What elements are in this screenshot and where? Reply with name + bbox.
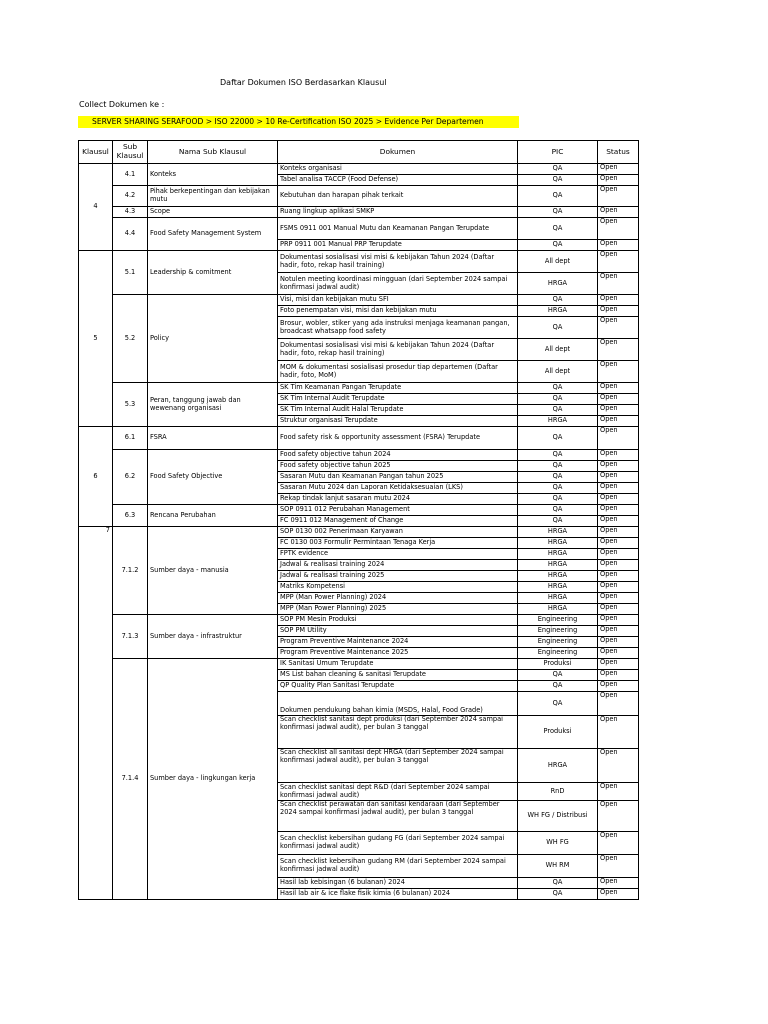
pic-cell: QA [518, 295, 598, 306]
pic-cell: HRGA [518, 416, 598, 427]
document-cell: Konteks organisasi [278, 164, 518, 175]
document-cell: MPP (Man Power Planning) 2025 [278, 604, 518, 615]
pic-cell: QA [518, 681, 598, 692]
column-header: Dokumen [278, 141, 518, 164]
document-cell: Foto penempatan visi, misi dan kebijakan mutu [278, 306, 518, 317]
sub-klausul-cell: 5.2 [113, 295, 148, 383]
collect-label: Collect Dokumen ke : [79, 100, 165, 109]
status-cell: Open [598, 593, 639, 604]
table-row [79, 218, 639, 240]
sub-klausul-cell: 6.1 [113, 427, 148, 450]
pic-cell: QA [518, 889, 598, 900]
status-cell: Open [598, 637, 639, 648]
pic-cell: WH FG [518, 832, 598, 855]
table-row [79, 427, 639, 450]
status-cell: Open [598, 538, 639, 549]
status-cell: Open [598, 472, 639, 483]
document-cell: Program Preventive Maintenance 2024 [278, 637, 518, 648]
document-cell: IK Sanitasi Umum Terupdate [278, 659, 518, 670]
pic-cell: HRGA [518, 306, 598, 317]
pic-cell: QA [518, 494, 598, 505]
status-cell: Open [598, 175, 639, 186]
pic-cell: HRGA [518, 749, 598, 783]
sub-klausul-name-cell: Konteks [148, 164, 278, 186]
table-row [79, 251, 639, 273]
sub-klausul-name-cell: Leadership & comitment [148, 251, 278, 295]
document-table [78, 140, 639, 900]
status-cell: Open [598, 749, 639, 783]
sub-klausul-cell: 6.2 [113, 450, 148, 505]
status-cell: Open [598, 273, 639, 295]
status-cell: Open [598, 295, 639, 306]
document-title: Daftar Dokumen ISO Berdasarkan Klausul [220, 78, 387, 87]
document-cell: Food safety objective tahun 2024 [278, 450, 518, 461]
status-cell: Open [598, 604, 639, 615]
status-cell: Open [598, 383, 639, 394]
sub-klausul-cell: 7.1.3 [113, 615, 148, 659]
document-cell: SOP PM Utility [278, 626, 518, 637]
pic-cell: HRGA [518, 527, 598, 538]
column-header: Nama Sub Klausul [148, 141, 278, 164]
pic-cell: HRGA [518, 538, 598, 549]
document-cell: Jadwal & realisasi training 2024 [278, 560, 518, 571]
table-row [79, 527, 639, 538]
status-cell: Open [598, 783, 639, 801]
klausul-cell: 4 [79, 164, 113, 251]
status-cell: Open [598, 317, 639, 339]
sub-klausul-cell: 4.4 [113, 218, 148, 251]
sub-klausul-name-cell: Pihak berkepentingan dan kebijakan mutu [148, 186, 278, 207]
klausul-cell: 7 [79, 527, 113, 900]
status-cell: Open [598, 306, 639, 317]
document-cell: Tabel analisa TACCP (Food Defense) [278, 175, 518, 186]
document-cell: Scan checklist perawatan dan sanitasi kendaraan (dari September 2024 sampai konfirmasi jadwal audit), per bulan 3 tanggal [278, 801, 518, 832]
status-cell: Open [598, 405, 639, 416]
status-cell: Open [598, 615, 639, 626]
status-cell: Open [598, 483, 639, 494]
klausul-cell: 5 [79, 251, 113, 427]
status-cell: Open [598, 527, 639, 538]
column-header: Status [598, 141, 639, 164]
status-cell: Open [598, 207, 639, 218]
status-cell: Open [598, 626, 639, 637]
pic-cell: Produksi [518, 716, 598, 749]
sub-klausul-name-cell: Peran, tanggung jawab dan wewenang organisasi [148, 383, 278, 427]
document-cell: Scan checklist all sanitasi dept HRGA (dari September 2024 sampai konfirmasi jadwal audit), per bulan 3 tanggal [278, 749, 518, 783]
status-cell: Open [598, 692, 639, 716]
document-cell: Dokumen pendukung bahan kimia (MSDS, Halal, Food Grade) [278, 692, 518, 716]
pic-cell: QA [518, 405, 598, 416]
sub-klausul-cell: 7.1.4 [113, 659, 148, 900]
document-cell: SOP 0911 012 Perubahan Management [278, 505, 518, 516]
pic-cell: QA [518, 164, 598, 175]
document-cell: SK Tim Internal Audit Terupdate [278, 394, 518, 405]
sub-klausul-cell: 7.1.2 [113, 527, 148, 615]
document-cell: Rekap tindak lanjut sasaran mutu 2024 [278, 494, 518, 505]
sub-klausul-name-cell: Sumber daya - infrastruktur [148, 615, 278, 659]
pic-cell: QA [518, 450, 598, 461]
status-cell: Open [598, 571, 639, 582]
pic-cell: Produksi [518, 659, 598, 670]
status-cell: Open [598, 560, 639, 571]
sub-klausul-name-cell: Scope [148, 207, 278, 218]
status-cell: Open [598, 855, 639, 878]
pic-cell: All dept [518, 361, 598, 383]
status-cell: Open [598, 361, 639, 383]
sub-klausul-name-cell: Sumber daya - manusia [148, 527, 278, 615]
table-row [79, 505, 639, 516]
sub-klausul-name-cell: Food Safety Objective [148, 450, 278, 505]
table-body [79, 164, 639, 900]
document-cell: FSMS 0911 001 Manual Mutu dan Keamanan Pangan Terupdate [278, 218, 518, 240]
status-cell: Open [598, 670, 639, 681]
status-cell: Open [598, 648, 639, 659]
klausul-cell: 6 [79, 427, 113, 527]
sub-klausul-cell: 4.1 [113, 164, 148, 186]
document-cell: Scan checklist kebersihan gudang FG (dari September 2024 sampai konfirmasi jadwal audit) [278, 832, 518, 855]
document-cell: MOM & dokumentasi sosialisasi prosedur tiap departemen (Daftar hadir, foto, MoM) [278, 361, 518, 383]
document-cell: SOP PM Mesin Produksi [278, 615, 518, 626]
document-cell: Food safety objective tahun 2025 [278, 461, 518, 472]
document-cell: Dokumentasi sosialisasi visi misi & kebijakan Tahun 2024 (Daftar hadir, foto, rekap hasil training) [278, 339, 518, 361]
status-cell: Open [598, 339, 639, 361]
document-cell: Sasaran Mutu 2024 dan Laporan Ketidaksesuaian (LKS) [278, 483, 518, 494]
status-cell: Open [598, 832, 639, 855]
document-cell: Visi, misi dan kebijakan mutu SFI [278, 295, 518, 306]
column-header: PIC [518, 141, 598, 164]
document-cell: Dokumentasi sosialisasi visi misi & kebijakan Tahun 2024 (Daftar hadir, foto, rekap hasil training) [278, 251, 518, 273]
sub-klausul-name-cell: FSRA [148, 427, 278, 450]
sub-klausul-name-cell: Rencana Perubahan [148, 505, 278, 527]
status-cell: Open [598, 461, 639, 472]
table-row [79, 186, 639, 207]
pic-cell: QA [518, 240, 598, 251]
pic-cell: All dept [518, 251, 598, 273]
table-row [79, 207, 639, 218]
document-cell: FPTK evidence [278, 549, 518, 560]
pic-cell: QA [518, 383, 598, 394]
document-cell: SOP 0130 002 Penerimaan Karyawan [278, 527, 518, 538]
table-row [79, 450, 639, 461]
document-cell: Food safety risk & opportunity assessment (FSRA) Terupdate [278, 427, 518, 450]
status-cell: Open [598, 218, 639, 240]
status-cell: Open [598, 251, 639, 273]
pic-cell: QA [518, 218, 598, 240]
pic-cell: Engineering [518, 648, 598, 659]
document-cell: Jadwal & realisasi training 2025 [278, 571, 518, 582]
status-cell: Open [598, 549, 639, 560]
status-cell: Open [598, 659, 639, 670]
status-cell: Open [598, 681, 639, 692]
pic-cell: QA [518, 394, 598, 405]
pic-cell: QA [518, 692, 598, 716]
document-cell: Scan checklist kebersihan gudang RM (dari September 2024 sampai konfirmasi jadwal audit) [278, 855, 518, 878]
pic-cell: Engineering [518, 626, 598, 637]
document-cell: Kebutuhan dan harapan pihak terkait [278, 186, 518, 207]
document-cell: Ruang lingkup aplikasi SMKP [278, 207, 518, 218]
sub-klausul-name-cell: Food Safety Management System [148, 218, 278, 251]
document-cell: Matriks Kompetensi [278, 582, 518, 593]
status-cell: Open [598, 582, 639, 593]
server-path-banner: SERVER SHARING SERAFOOD > ISO 22000 > 10 Re-Certification ISO 2025 > Evidence Per Departemen [78, 116, 519, 128]
pic-cell: QA [518, 207, 598, 218]
status-cell: Open [598, 186, 639, 207]
pic-cell: HRGA [518, 549, 598, 560]
status-cell: Open [598, 240, 639, 251]
document-cell: Brosur, wobler, stiker yang ada instruksi menjaga keamanan pangan, broadcast whatsapp food safety [278, 317, 518, 339]
sub-klausul-cell: 5.3 [113, 383, 148, 427]
status-cell: Open [598, 164, 639, 175]
status-cell: Open [598, 716, 639, 749]
pic-cell: QA [518, 516, 598, 527]
pic-cell: WH FG / Distribusi [518, 801, 598, 832]
document-cell: Scan checklist sanitasi dept produksi (dari September 2024 sampai konfirmasi jadwal audit), per bulan 3 tanggal [278, 716, 518, 749]
pic-cell: HRGA [518, 582, 598, 593]
pic-cell: Engineering [518, 637, 598, 648]
pic-cell: QA [518, 483, 598, 494]
table-header-row [79, 141, 639, 164]
pic-cell: QA [518, 670, 598, 681]
document-cell: Notulen meeting koordinasi mingguan (dari September 2024 sampai konfirmasi jadwal audit) [278, 273, 518, 295]
sub-klausul-cell: 6.3 [113, 505, 148, 527]
status-cell: Open [598, 505, 639, 516]
document-cell: FC 0130 003 Formulir Permintaan Tenaga Kerja [278, 538, 518, 549]
pic-cell: QA [518, 317, 598, 339]
pic-cell: HRGA [518, 604, 598, 615]
document-cell: SK Tim Internal Audit Halal Terupdate [278, 405, 518, 416]
pic-cell: All dept [518, 339, 598, 361]
document-cell: SK Tim Keamanan Pangan Terupdate [278, 383, 518, 394]
pic-cell: QA [518, 186, 598, 207]
column-header: Sub Klausul [113, 141, 148, 164]
table-row [79, 383, 639, 394]
pic-cell: HRGA [518, 593, 598, 604]
pic-cell: Engineering [518, 615, 598, 626]
pic-cell: WH RM [518, 855, 598, 878]
document-cell: Hasil lab kebisingan (6 bulanan) 2024 [278, 878, 518, 889]
status-cell: Open [598, 801, 639, 832]
table-row [79, 295, 639, 306]
status-cell: Open [598, 427, 639, 450]
status-cell: Open [598, 450, 639, 461]
pic-cell: QA [518, 461, 598, 472]
sub-klausul-cell: 4.3 [113, 207, 148, 218]
sub-klausul-cell: 4.2 [113, 186, 148, 207]
document-cell: QP Quality Plan Sanitasi Terupdate [278, 681, 518, 692]
pic-cell: RnD [518, 783, 598, 801]
pic-cell: QA [518, 427, 598, 450]
status-cell: Open [598, 416, 639, 427]
sub-klausul-name-cell: Policy [148, 295, 278, 383]
table-row [79, 615, 639, 626]
document-cell: Sasaran Mutu dan Keamanan Pangan tahun 2025 [278, 472, 518, 483]
pic-cell: QA [518, 505, 598, 516]
status-cell: Open [598, 494, 639, 505]
document-cell: Hasil lab air & ice flake fisik kimia (6 bulanan) 2024 [278, 889, 518, 900]
pic-cell: HRGA [518, 560, 598, 571]
document-cell: PRP 0911 001 Manual PRP Terupdate [278, 240, 518, 251]
document-cell: Program Preventive Maintenance 2025 [278, 648, 518, 659]
document-cell: Scan checklist sanitasi dept R&D (dari September 2024 sampai konfirmasi jadwal audit) [278, 783, 518, 801]
document-cell: MPP (Man Power Planning) 2024 [278, 593, 518, 604]
pic-cell: QA [518, 472, 598, 483]
sub-klausul-cell: 5.1 [113, 251, 148, 295]
pic-cell: QA [518, 878, 598, 889]
pic-cell: QA [518, 175, 598, 186]
status-cell: Open [598, 878, 639, 889]
pic-cell: HRGA [518, 571, 598, 582]
status-cell: Open [598, 394, 639, 405]
status-cell: Open [598, 516, 639, 527]
pic-cell: HRGA [518, 273, 598, 295]
document-cell: FC 0911 012 Management of Change [278, 516, 518, 527]
status-cell: Open [598, 889, 639, 900]
table-row [79, 659, 639, 670]
document-cell: MS List bahan cleaning & sanitasi Terupdate [278, 670, 518, 681]
document-cell: Struktur organisasi Terupdate [278, 416, 518, 427]
sub-klausul-name-cell: Sumber daya - lingkungan kerja [148, 659, 278, 900]
column-header: Klausul [79, 141, 113, 164]
table-row [79, 164, 639, 175]
